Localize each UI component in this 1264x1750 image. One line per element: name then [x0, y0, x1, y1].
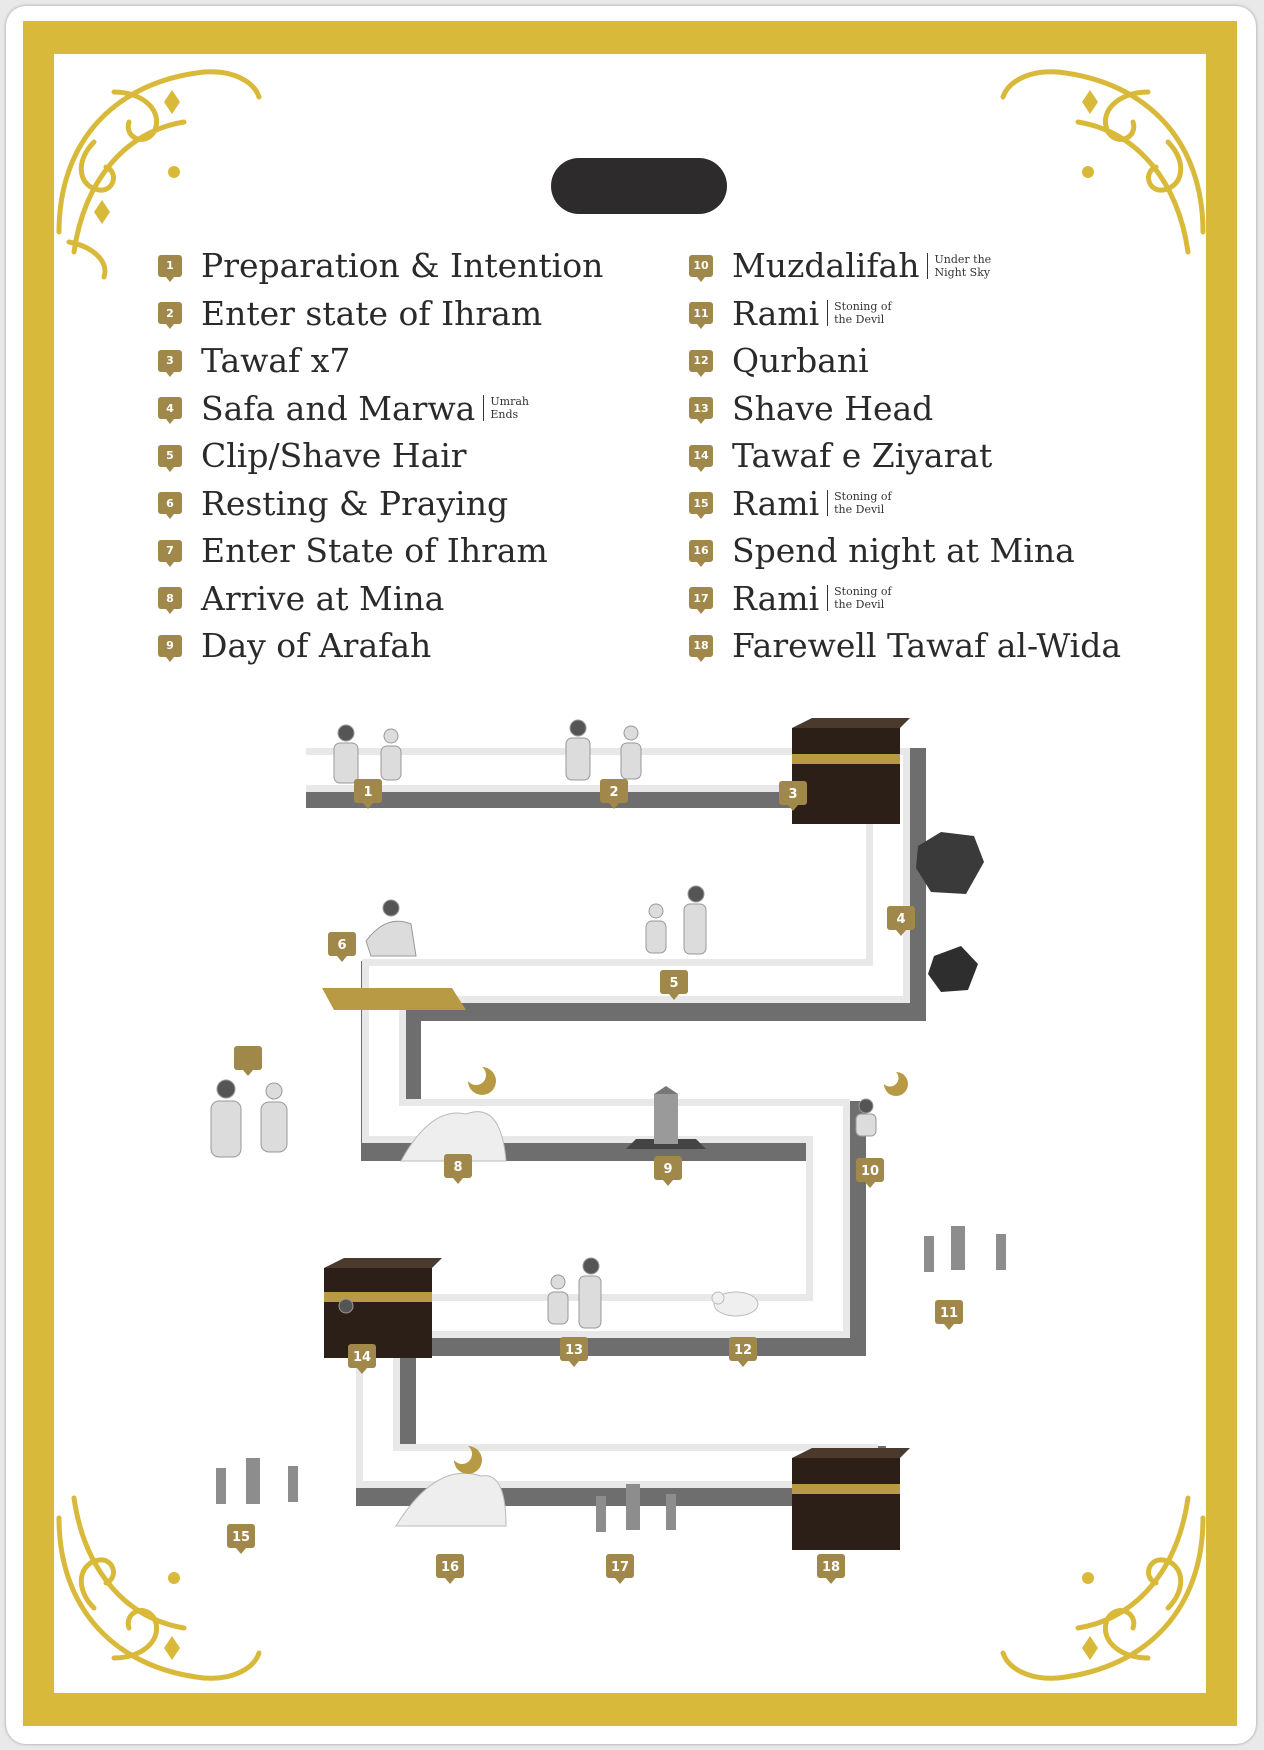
map-marker — [436, 1554, 464, 1584]
step-number: 18 — [689, 635, 713, 657]
step-number: 8 — [158, 587, 182, 609]
step-label: Enter state of Ihram — [201, 293, 543, 333]
step-number: 9 — [158, 635, 182, 657]
step-number: 12 — [689, 350, 713, 372]
step-label: Resting & Praying — [201, 483, 509, 523]
step-number: 14 — [689, 445, 713, 467]
map-marker — [227, 1524, 255, 1554]
map-marker — [729, 1337, 757, 1367]
map-marker-number: 5 — [669, 976, 679, 991]
step-label: Enter State of Ihram — [201, 531, 548, 571]
map-marker-number: 1 — [363, 785, 373, 800]
map-marker-number: 16 — [440, 1560, 460, 1575]
map-marker-number: 11 — [939, 1306, 959, 1321]
pilgrim-icon — [211, 720, 876, 1328]
prayer-mat-icon — [322, 988, 466, 1010]
map-marker — [606, 1554, 634, 1584]
map-marker-number: 9 — [663, 1162, 673, 1177]
step-label: Tawaf e Ziyarat — [732, 436, 993, 476]
map-marker-number: 6 — [337, 938, 347, 953]
step-number: 10 — [689, 255, 713, 277]
step-number: 6 — [158, 492, 182, 514]
kaaba-icon — [792, 1448, 910, 1550]
map-marker — [234, 1046, 262, 1076]
step-note: Umrah Ends — [483, 395, 534, 421]
map-marker — [935, 1300, 963, 1330]
map-marker-number: 12 — [733, 1343, 753, 1358]
map-marker-number: 15 — [231, 1530, 251, 1545]
step-number: 13 — [689, 397, 713, 419]
step-label: Farewell Tawaf al-Wida — [732, 626, 1122, 666]
step-number: 1 — [158, 255, 182, 277]
step-label: Muzdalifah — [732, 246, 920, 286]
road-path — [306, 770, 896, 1476]
map-marker — [560, 1337, 588, 1367]
step-number: 16 — [689, 540, 713, 562]
step-label: Safa and Marwa — [201, 388, 476, 428]
map-marker-number: 14 — [352, 1350, 372, 1365]
step-note: Stoning of the Devil — [827, 300, 910, 326]
lanyard-card — [6, 6, 1256, 1744]
step-label: Preparation & Intention — [201, 246, 604, 286]
step-number: 15 — [689, 492, 713, 514]
step-label: Arrive at Mina — [201, 578, 445, 618]
rock-icon — [916, 832, 984, 992]
step-number: 17 — [689, 587, 713, 609]
step-note: Stoning of the Devil — [827, 585, 910, 611]
step-label: Tawaf x7 — [201, 341, 351, 381]
step-label: Day of Arafah — [201, 626, 432, 666]
step-number: 2 — [158, 302, 182, 324]
step-number: 3 — [158, 350, 182, 372]
step-label: Rami — [732, 578, 820, 618]
map-marker — [654, 1156, 682, 1186]
map-marker — [328, 932, 356, 962]
map-marker-number: 2 — [609, 785, 619, 800]
map-marker-number: 4 — [896, 912, 906, 927]
step-number: 4 — [158, 397, 182, 419]
step-note: Stoning of the Devil — [827, 490, 910, 516]
step-label: Rami — [732, 293, 820, 333]
map-marker — [817, 1554, 845, 1584]
map-marker-number: 17 — [610, 1560, 630, 1575]
step-label: Rami — [732, 483, 820, 523]
step-number: 11 — [689, 302, 713, 324]
map-marker-number: 18 — [821, 1560, 841, 1575]
step-label: Qurbani — [732, 341, 869, 381]
journey-path-map — [6, 6, 1256, 1744]
step-label: Shave Head — [732, 388, 934, 428]
map-marker-number: 8 — [453, 1160, 463, 1175]
map-marker-number: 13 — [564, 1343, 584, 1358]
map-marker — [444, 1154, 472, 1184]
map-marker-number: 10 — [860, 1164, 880, 1179]
step-number: 7 — [158, 540, 182, 562]
step-label: Spend night at Mina — [732, 531, 1075, 571]
step-label: Clip/Shave Hair — [201, 436, 467, 476]
step-number: 5 — [158, 445, 182, 467]
map-marker-number: 3 — [788, 787, 798, 802]
step-note: Under the Night Sky — [927, 253, 1006, 279]
kaaba-icon — [792, 718, 910, 824]
